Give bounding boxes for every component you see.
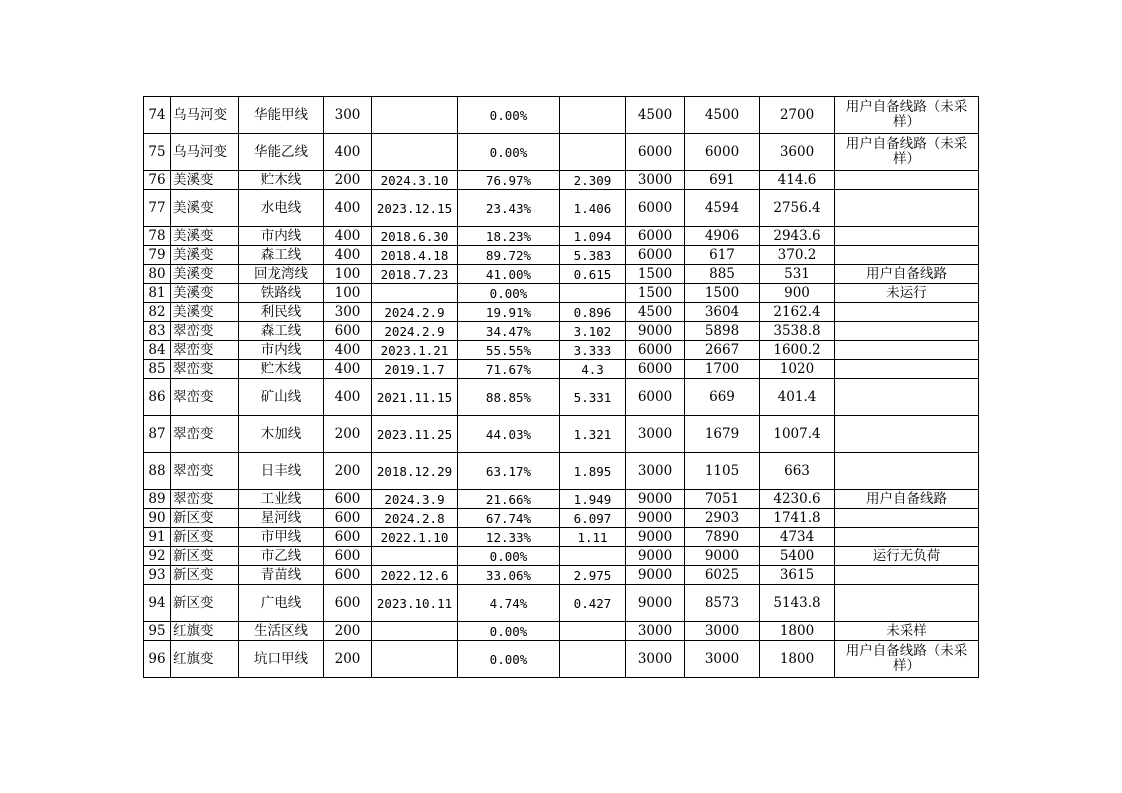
line-name-cell: 贮木线 [239, 171, 324, 190]
row-number: 91 [144, 528, 171, 547]
value-cell: 2.309 [560, 171, 626, 190]
capacity-cell: 400 [324, 227, 372, 246]
rated-cell: 1500 [626, 284, 685, 303]
available-cell: 1800 [760, 641, 835, 678]
rated-cell: 9000 [626, 585, 685, 622]
row-number: 87 [144, 416, 171, 453]
value-cell: 6.097 [560, 509, 626, 528]
substation-cell: 新区变 [171, 585, 239, 622]
rate-cell: 18.23% [458, 227, 560, 246]
value-cell: 3.333 [560, 341, 626, 360]
rated-cell: 6000 [626, 190, 685, 227]
substation-cell: 美溪变 [171, 265, 239, 284]
remark-cell [835, 227, 979, 246]
table-row [144, 566, 979, 585]
table-row [144, 379, 979, 416]
date-cell: 2018.12.29 [372, 453, 458, 490]
row-number: 90 [144, 509, 171, 528]
capacity-cell: 600 [324, 566, 372, 585]
available-cell: 4734 [760, 528, 835, 547]
value-cell [560, 641, 626, 678]
rated-cell: 9000 [626, 566, 685, 585]
date-cell [372, 641, 458, 678]
capacity-cell: 600 [324, 585, 372, 622]
date-cell: 2019.1.7 [372, 360, 458, 379]
row-number: 79 [144, 246, 171, 265]
remark-cell [835, 416, 979, 453]
substation-cell: 新区变 [171, 566, 239, 585]
remark-cell [835, 453, 979, 490]
available-cell: 370.2 [760, 246, 835, 265]
substation-cell: 翠峦变 [171, 379, 239, 416]
available-cell: 414.6 [760, 171, 835, 190]
row-number: 95 [144, 622, 171, 641]
available-cell: 1020 [760, 360, 835, 379]
rated-cell: 6000 [626, 360, 685, 379]
line-name-cell: 星河线 [239, 509, 324, 528]
remaining-cell: 5898 [685, 322, 760, 341]
available-cell: 401.4 [760, 379, 835, 416]
table-row [144, 453, 979, 490]
date-cell: 2024.2.9 [372, 303, 458, 322]
remark-cell: 运行无负荷 [835, 547, 979, 566]
value-cell: 0.615 [560, 265, 626, 284]
value-cell [560, 622, 626, 641]
date-cell: 2023.10.11 [372, 585, 458, 622]
rated-cell: 3000 [626, 171, 685, 190]
rate-cell: 0.00% [458, 134, 560, 171]
value-cell: 1.895 [560, 453, 626, 490]
row-number: 84 [144, 341, 171, 360]
row-number: 89 [144, 490, 171, 509]
rate-cell: 33.06% [458, 566, 560, 585]
substation-cell: 乌马河变 [171, 97, 239, 134]
value-cell [560, 547, 626, 566]
remaining-cell: 3604 [685, 303, 760, 322]
remark-cell [835, 190, 979, 227]
available-cell: 4230.6 [760, 490, 835, 509]
capacity-cell: 400 [324, 341, 372, 360]
remaining-cell: 1700 [685, 360, 760, 379]
line-name-cell: 坑口甲线 [239, 641, 324, 678]
remark-cell: 未运行 [835, 284, 979, 303]
table-body [144, 97, 979, 678]
available-cell: 531 [760, 265, 835, 284]
table-row [144, 360, 979, 379]
substation-cell: 美溪变 [171, 246, 239, 265]
rated-cell: 1500 [626, 265, 685, 284]
rated-cell: 4500 [626, 97, 685, 134]
capacity-cell: 200 [324, 453, 372, 490]
table-row [144, 490, 979, 509]
remaining-cell: 2667 [685, 341, 760, 360]
line-name-cell: 市乙线 [239, 547, 324, 566]
rate-cell: 34.47% [458, 322, 560, 341]
remaining-cell: 1679 [685, 416, 760, 453]
value-cell: 1.949 [560, 490, 626, 509]
line-name-cell: 回龙湾线 [239, 265, 324, 284]
remark-cell [835, 566, 979, 585]
line-name-cell: 市内线 [239, 227, 324, 246]
substation-cell: 美溪变 [171, 171, 239, 190]
capacity-cell: 300 [324, 97, 372, 134]
value-cell: 1.094 [560, 227, 626, 246]
value-cell: 0.896 [560, 303, 626, 322]
table-row [144, 303, 979, 322]
substation-cell: 翠峦变 [171, 416, 239, 453]
substation-cell: 翠峦变 [171, 322, 239, 341]
line-name-cell: 利民线 [239, 303, 324, 322]
row-number: 94 [144, 585, 171, 622]
rate-cell: 23.43% [458, 190, 560, 227]
capacity-cell: 200 [324, 416, 372, 453]
date-cell: 2024.2.8 [372, 509, 458, 528]
date-cell: 2024.2.9 [372, 322, 458, 341]
rate-cell: 0.00% [458, 284, 560, 303]
remaining-cell: 6025 [685, 566, 760, 585]
remark-cell [835, 360, 979, 379]
remaining-cell: 1105 [685, 453, 760, 490]
remark-cell: 用户自备线路（未采样） [835, 134, 979, 171]
value-cell [560, 97, 626, 134]
line-name-cell: 水电线 [239, 190, 324, 227]
date-cell [372, 622, 458, 641]
remaining-cell: 2903 [685, 509, 760, 528]
rate-cell: 21.66% [458, 490, 560, 509]
remaining-cell: 885 [685, 265, 760, 284]
value-cell: 1.321 [560, 416, 626, 453]
table-row [144, 171, 979, 190]
remark-cell [835, 585, 979, 622]
rated-cell: 9000 [626, 509, 685, 528]
rate-cell: 71.67% [458, 360, 560, 379]
substation-cell: 美溪变 [171, 227, 239, 246]
remark-cell: 用户自备线路 [835, 490, 979, 509]
available-cell: 3600 [760, 134, 835, 171]
capacity-cell: 600 [324, 528, 372, 547]
substation-cell: 乌马河变 [171, 134, 239, 171]
date-cell: 2024.3.10 [372, 171, 458, 190]
value-cell: 5.383 [560, 246, 626, 265]
available-cell: 2162.4 [760, 303, 835, 322]
rated-cell: 6000 [626, 379, 685, 416]
rated-cell: 9000 [626, 490, 685, 509]
table-row [144, 341, 979, 360]
rate-cell: 67.74% [458, 509, 560, 528]
remaining-cell: 1500 [685, 284, 760, 303]
table-row [144, 190, 979, 227]
table-row [144, 322, 979, 341]
date-cell [372, 284, 458, 303]
rate-cell: 76.97% [458, 171, 560, 190]
available-cell: 3615 [760, 566, 835, 585]
line-name-cell: 华能甲线 [239, 97, 324, 134]
capacity-cell: 600 [324, 322, 372, 341]
rate-cell: 63.17% [458, 453, 560, 490]
line-name-cell: 市内线 [239, 341, 324, 360]
capacity-cell: 400 [324, 379, 372, 416]
remaining-cell: 6000 [685, 134, 760, 171]
value-cell [560, 284, 626, 303]
rate-cell: 89.72% [458, 246, 560, 265]
row-number: 76 [144, 171, 171, 190]
date-cell: 2023.11.25 [372, 416, 458, 453]
line-name-cell: 木加线 [239, 416, 324, 453]
row-number: 74 [144, 97, 171, 134]
remaining-cell: 4594 [685, 190, 760, 227]
capacity-cell: 600 [324, 490, 372, 509]
line-name-cell: 森工线 [239, 322, 324, 341]
date-cell: 2018.4.18 [372, 246, 458, 265]
substation-cell: 红旗变 [171, 622, 239, 641]
row-number: 83 [144, 322, 171, 341]
substation-cell: 红旗变 [171, 641, 239, 678]
capacity-cell: 100 [324, 265, 372, 284]
row-number: 92 [144, 547, 171, 566]
table-row [144, 227, 979, 246]
table-row [144, 134, 979, 171]
substation-cell: 美溪变 [171, 284, 239, 303]
remark-cell [835, 379, 979, 416]
remaining-cell: 7890 [685, 528, 760, 547]
table-row [144, 528, 979, 547]
date-cell: 2024.3.9 [372, 490, 458, 509]
remaining-cell: 8573 [685, 585, 760, 622]
table-row [144, 585, 979, 622]
line-name-cell: 市甲线 [239, 528, 324, 547]
data-table [143, 96, 979, 678]
remaining-cell: 617 [685, 246, 760, 265]
line-name-cell: 贮木线 [239, 360, 324, 379]
substation-cell: 翠峦变 [171, 360, 239, 379]
rated-cell: 6000 [626, 246, 685, 265]
value-cell: 1.11 [560, 528, 626, 547]
available-cell: 663 [760, 453, 835, 490]
remark-cell: 用户自备线路 [835, 265, 979, 284]
rate-cell: 88.85% [458, 379, 560, 416]
rated-cell: 3000 [626, 622, 685, 641]
rated-cell: 9000 [626, 322, 685, 341]
date-cell: 2018.7.23 [372, 265, 458, 284]
capacity-cell: 200 [324, 622, 372, 641]
rate-cell: 41.00% [458, 265, 560, 284]
value-cell: 3.102 [560, 322, 626, 341]
value-cell: 0.427 [560, 585, 626, 622]
line-name-cell: 工业线 [239, 490, 324, 509]
table-row [144, 265, 979, 284]
capacity-cell: 400 [324, 246, 372, 265]
rate-cell: 0.00% [458, 97, 560, 134]
row-number: 80 [144, 265, 171, 284]
remaining-cell: 3000 [685, 641, 760, 678]
line-name-cell: 铁路线 [239, 284, 324, 303]
remark-cell [835, 509, 979, 528]
substation-cell: 美溪变 [171, 303, 239, 322]
row-number: 81 [144, 284, 171, 303]
row-number: 88 [144, 453, 171, 490]
remark-cell [835, 171, 979, 190]
value-cell: 4.3 [560, 360, 626, 379]
available-cell: 2756.4 [760, 190, 835, 227]
date-cell: 2023.1.21 [372, 341, 458, 360]
line-name-cell: 森工线 [239, 246, 324, 265]
table-row [144, 97, 979, 134]
available-cell: 1741.8 [760, 509, 835, 528]
rated-cell: 6000 [626, 227, 685, 246]
table-row [144, 622, 979, 641]
row-number: 86 [144, 379, 171, 416]
table-row [144, 416, 979, 453]
capacity-cell: 200 [324, 171, 372, 190]
date-cell: 2021.11.15 [372, 379, 458, 416]
rate-cell: 4.74% [458, 585, 560, 622]
line-name-cell: 生活区线 [239, 622, 324, 641]
substation-cell: 新区变 [171, 528, 239, 547]
capacity-cell: 400 [324, 190, 372, 227]
rate-cell: 19.91% [458, 303, 560, 322]
date-cell: 2022.12.6 [372, 566, 458, 585]
table-row [144, 246, 979, 265]
row-number: 85 [144, 360, 171, 379]
remark-cell [835, 303, 979, 322]
substation-cell: 翠峦变 [171, 341, 239, 360]
substation-cell: 翠峦变 [171, 490, 239, 509]
capacity-cell: 200 [324, 641, 372, 678]
remaining-cell: 4500 [685, 97, 760, 134]
remark-cell [835, 322, 979, 341]
substation-cell: 新区变 [171, 547, 239, 566]
date-cell: 2023.12.15 [372, 190, 458, 227]
date-cell [372, 97, 458, 134]
value-cell: 2.975 [560, 566, 626, 585]
rate-cell: 0.00% [458, 547, 560, 566]
row-number: 82 [144, 303, 171, 322]
available-cell: 2700 [760, 97, 835, 134]
remark-cell: 用户自备线路（未采样） [835, 641, 979, 678]
row-number: 75 [144, 134, 171, 171]
remaining-cell: 691 [685, 171, 760, 190]
rate-cell: 0.00% [458, 622, 560, 641]
row-number: 93 [144, 566, 171, 585]
substation-cell: 翠峦变 [171, 453, 239, 490]
rated-cell: 9000 [626, 528, 685, 547]
substation-cell: 新区变 [171, 509, 239, 528]
rated-cell: 9000 [626, 547, 685, 566]
date-cell: 2018.6.30 [372, 227, 458, 246]
capacity-cell: 400 [324, 134, 372, 171]
date-cell [372, 134, 458, 171]
available-cell: 1600.2 [760, 341, 835, 360]
remaining-cell: 4906 [685, 227, 760, 246]
available-cell: 3538.8 [760, 322, 835, 341]
remaining-cell: 9000 [685, 547, 760, 566]
substation-cell: 美溪变 [171, 190, 239, 227]
rated-cell: 3000 [626, 641, 685, 678]
available-cell: 1007.4 [760, 416, 835, 453]
rated-cell: 3000 [626, 416, 685, 453]
remark-cell [835, 341, 979, 360]
table-row [144, 284, 979, 303]
date-cell: 2022.1.10 [372, 528, 458, 547]
remaining-cell: 3000 [685, 622, 760, 641]
value-cell: 5.331 [560, 379, 626, 416]
rate-cell: 55.55% [458, 341, 560, 360]
rated-cell: 6000 [626, 134, 685, 171]
capacity-cell: 300 [324, 303, 372, 322]
row-number: 96 [144, 641, 171, 678]
available-cell: 5400 [760, 547, 835, 566]
available-cell: 900 [760, 284, 835, 303]
remark-cell [835, 246, 979, 265]
capacity-cell: 600 [324, 509, 372, 528]
rate-cell: 0.00% [458, 641, 560, 678]
rated-cell: 4500 [626, 303, 685, 322]
capacity-cell: 600 [324, 547, 372, 566]
value-cell [560, 134, 626, 171]
line-name-cell: 矿山线 [239, 379, 324, 416]
remark-cell: 未采样 [835, 622, 979, 641]
value-cell: 1.406 [560, 190, 626, 227]
capacity-cell: 100 [324, 284, 372, 303]
line-name-cell: 广电线 [239, 585, 324, 622]
available-cell: 5143.8 [760, 585, 835, 622]
available-cell: 1800 [760, 622, 835, 641]
table-row [144, 641, 979, 678]
row-number: 77 [144, 190, 171, 227]
line-name-cell: 青苗线 [239, 566, 324, 585]
table-row [144, 547, 979, 566]
row-number: 78 [144, 227, 171, 246]
rated-cell: 6000 [626, 341, 685, 360]
available-cell: 2943.6 [760, 227, 835, 246]
rated-cell: 3000 [626, 453, 685, 490]
rate-cell: 44.03% [458, 416, 560, 453]
remark-cell: 用户自备线路（未采样） [835, 97, 979, 134]
date-cell [372, 547, 458, 566]
remaining-cell: 669 [685, 379, 760, 416]
remaining-cell: 7051 [685, 490, 760, 509]
line-name-cell: 华能乙线 [239, 134, 324, 171]
capacity-cell: 400 [324, 360, 372, 379]
remark-cell [835, 528, 979, 547]
line-name-cell: 日丰线 [239, 453, 324, 490]
rate-cell: 12.33% [458, 528, 560, 547]
table-row [144, 509, 979, 528]
